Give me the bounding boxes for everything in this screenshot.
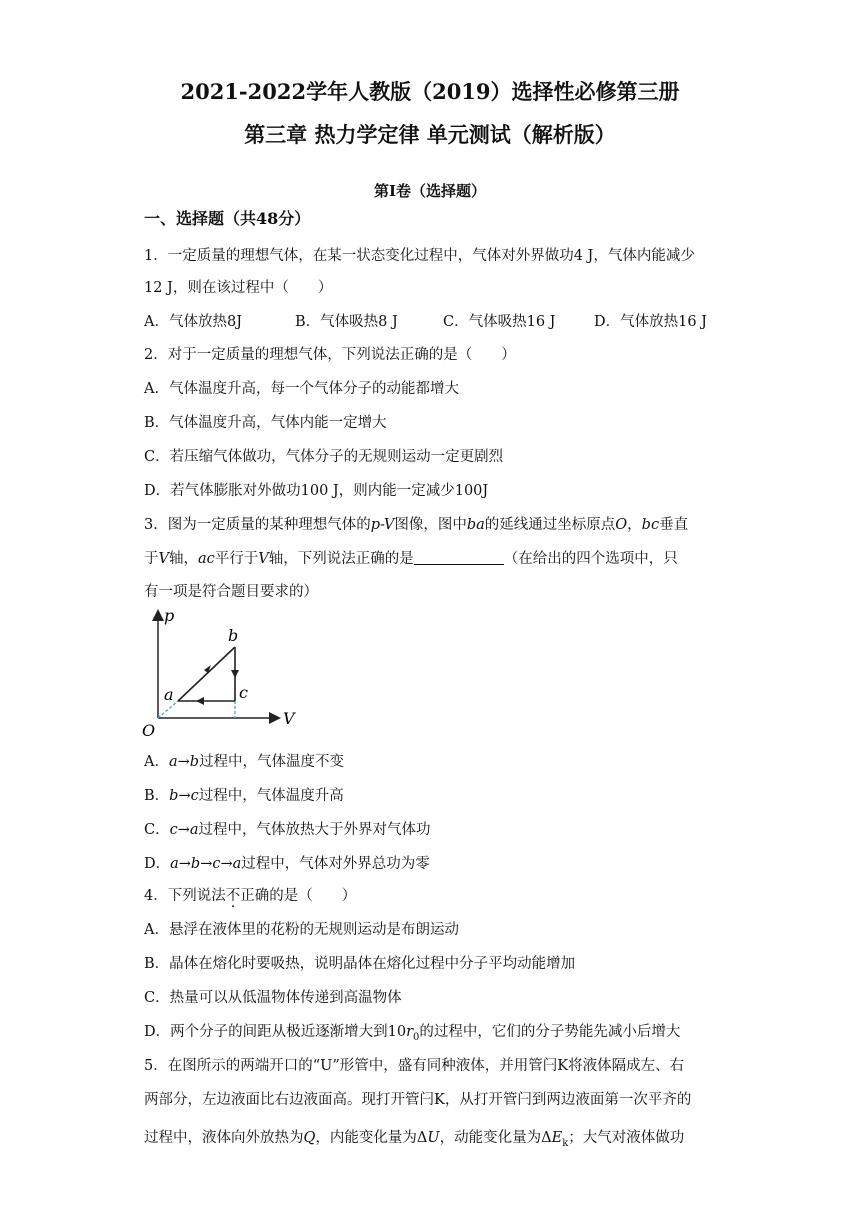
q2-stem: 2．对于一定质量的理想气体，下列说法正确的是（ ） <box>144 347 516 363</box>
q3-option-c: C．c→a过程中，气体放热大于外界对气体功 <box>144 822 431 838</box>
q5-line3: 过程中，液体向外放热为Q，内能变化量为ΔU，动能变化量为$\Delta E_k$；大气对液体做功 <box>144 1130 685 1149</box>
q4-option-a: A．悬浮在液体里的花粉的无规则运动是布朗运动 <box>144 922 459 938</box>
q1-option-a: A．气体放热8J <box>144 314 243 330</box>
q5-line2: 两部分，左边液面比右边液面高。现打开管闩K，从打开管闩到两边液面第一次平齐的 <box>144 1092 692 1108</box>
q1-stem-line2: 12 J，则在该过程中（ ） <box>144 280 333 296</box>
answer-blank[interactable] <box>414 550 504 565</box>
q3-stem-line2: 于V轴，ac平行于V轴，下列说法正确的是 （在给出的四个选项中，只 <box>144 551 678 567</box>
q2-option-a: A．气体温度升高，每一个气体分子的动能都增大 <box>144 381 459 397</box>
q4-option-c: C．热量可以从低温物体传递到高温物体 <box>144 990 402 1006</box>
q4-option-d: D．两个分子的间距从极近逐渐增大到$10r_0$的过程中，它们的分子势能先减小后增大 <box>144 1024 681 1043</box>
q3-stem-line1: 3．图为一定质量的某种理想气体的p-V图像，图中ba的延线通过坐标原点O，bc垂直 <box>144 517 689 533</box>
emphasis-not: 不 <box>225 888 241 904</box>
document-title-line1: 2021-2022学年人教版（2019）选择性必修第三册 <box>180 79 680 104</box>
label-v: V <box>283 709 295 728</box>
pv-diagram <box>138 604 308 738</box>
document-title-line2: 第三章 热力学定律 单元测试（解析版） <box>244 122 616 147</box>
q5-line1: 5．在图所示的两端开口的“U”形管中，盛有同种液体，并用管闩K将液体隔成左、右 <box>144 1058 685 1074</box>
q3-option-a: A．a→b过程中，气体温度不变 <box>144 754 345 770</box>
arrow-ca <box>196 697 204 705</box>
arrow-bc <box>231 670 239 678</box>
line-ab <box>178 647 235 701</box>
q1-option-b: B．气体吸热8 J <box>295 314 398 330</box>
q4-stem: 4．下列说法不正确的是（ ） <box>144 888 357 904</box>
q2-option-c: C．若压缩气体做功，气体分子的无规则运动一定更剧烈 <box>144 449 504 465</box>
q1-stem-line1: 1．一定质量的理想气体，在某一状态变化过程中，气体对外界做功4 J，气体内能减少 <box>144 248 695 264</box>
q2-option-b: B．气体温度升高，气体内能一定增大 <box>144 415 387 431</box>
label-b: b <box>228 626 239 645</box>
label-p: p <box>164 606 175 625</box>
q3-option-b: B．b→c过程中，气体温度升高 <box>144 788 344 804</box>
label-c: c <box>239 683 248 702</box>
q1-option-d: D．气体放热16 J <box>594 314 707 330</box>
q3-stem-line3: 有一项是符合题目要求的） <box>144 584 318 600</box>
q2-option-d: D．若气体膨胀对外做功100 J，则内能一定减少100J <box>144 483 489 499</box>
label-a: a <box>164 685 174 704</box>
section-heading: 一、选择题（共48分） <box>144 209 311 228</box>
q4-option-b: B．晶体在熔化时要吸热，说明晶体在熔化过程中分子平均动能增加 <box>144 956 576 972</box>
q3-option-d: D．a→b→c→a过程中，气体对外界总功为零 <box>144 856 430 872</box>
label-origin: O <box>142 721 156 738</box>
volume-heading: 第Ⅰ卷（选择题） <box>373 182 487 200</box>
q1-option-c: C．气体吸热16 J <box>443 314 556 330</box>
